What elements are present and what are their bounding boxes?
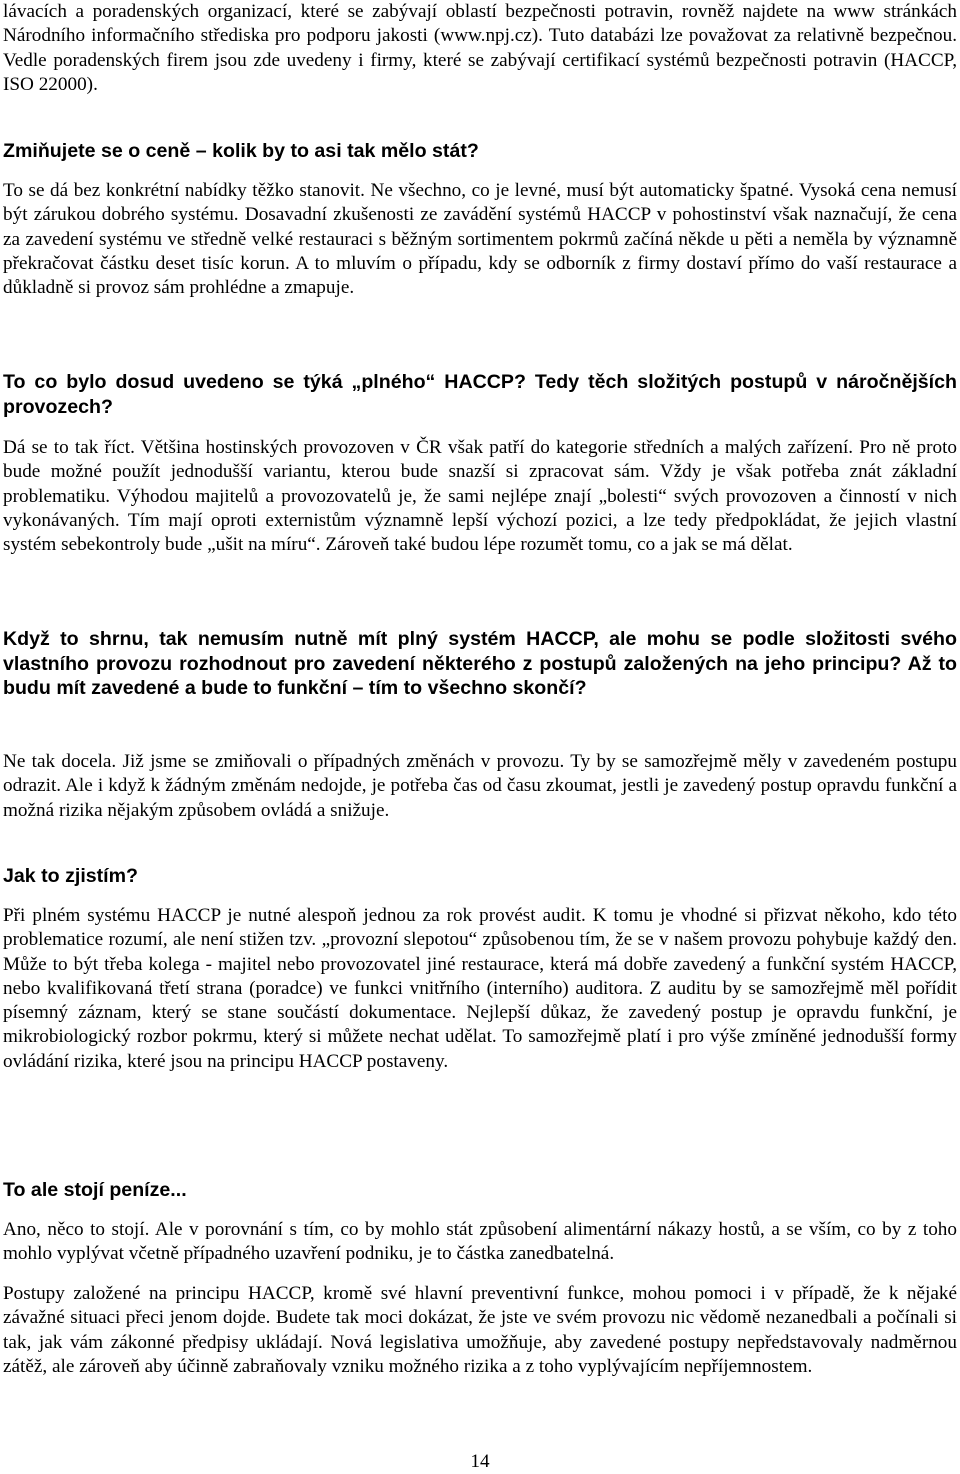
question-price: Zmiňujete se o ceně – kolik by to asi tak mělo stát? xyxy=(3,140,479,162)
question-check: Jak to zjistím? xyxy=(3,865,139,887)
question-money: To ale stojí peníze... xyxy=(3,1179,187,1201)
paragraph-intro xyxy=(3,0,957,97)
question-summary: Když to shrnu, tak nemusím nutně mít plný systém HACCP, ale mohu se podle složitosti svého vlastního provozu rozhodnout pro zavedení některého z postupů založených na jeho principu? Až to budu mít zavedené a bude to funkční – tím to všechno skončí? xyxy=(3,628,957,700)
answer-summary: Ne tak docela. Již jsme se zmiňovali o případných změnách v provozu. Ty by se samozřejmě měly v zavedeném postupu odrazit. Ale i když k žádným změnám nedojde, je potřeba čas od času zkoumat, jestli je zavedený postup opravdu funkční a možná rizika nějakým způsobem ovládá a snižuje. xyxy=(3,751,957,821)
page-number: 14 xyxy=(470,1451,490,1472)
answer-check: Při plném systému HACCP je nutné alespoň jednou za rok provést audit. K tomu je vhodné si přizvat někoho, kdo této problematice rozumí, ale není stižen tzv. „provozní slepotou“ způsobenou tím, že se v našem provozu pohybuje každý den. Může to být třeba kolega - majitel nebo provozovatel jiné restaurace, která má dobře zavedený a funkční systém HACCP, nebo kvalifikovaná třetí strana (poradce) ve funkci vnitřního (interního) auditora. Z auditu by se samozřejmě měl pořídit písemný záznam, který se stane součástí dokumentace. Nejlepší důkaz, že zavedený postup je opravdu funkční, je mikrobiologický rozbor pokrmu, který si můžete nechat udělat. To samozřejmě platí i pro výše zmíněné jednodušší formy ovládání rizika, které jsou na principu HACCP postaveny. xyxy=(3,905,957,1072)
answer-full-haccp: Dá se to tak říct. Většina hostinských provozoven v ČR však patří do kategorie středních a malých zařízení. Pro ně proto bude možné použít jednodušší variantu, kterou bude snazší si zpracovat sám. Vždy je však potřeba znát základní problematiku. Výhodou majitelů a provozovatelů je, že sami nejlépe znají „bolesti“ svých provozoven a činností v nich vykonávaných. Tím mají oproti externistům významně lepší výchozí pozici, a lze tedy předpokládat, že jejich vlastní systém sebekontroly bude „ušit na míru“. Zároveň také budou lépe rozumět tomu, co a jak se má dělat. xyxy=(3,437,957,556)
npj-link[interactable]: www.npj.cz xyxy=(440,25,532,47)
question-full-haccp: To co bylo dosud uvedeno se týká „plného“ HACCP? Tedy těch složitých postupů v náročnějších provozech? xyxy=(3,371,957,418)
answer-money-1: Ano, něco to stojí. Ale v porovnání s tím, co by mohlo stát způsobení alimentární nákazy hostů, a se vším, co by z toho mohlo vyplývat včetně případného uzavření podniku, je to částka zanedbatelná. xyxy=(3,1219,957,1265)
document-page xyxy=(3,0,957,1474)
intro-text-after: ). Tuto databázi lze považovat za relativně bezpečnou. Vedle poradenských firem jsou zde uvedeny i firmy, které se zabývají certifikací systémů bezpečnosti potravin (HACCP, ISO 22000). xyxy=(3,25,958,95)
intro-text-before: lávacích a poradenských organizací, které se zabývají oblastí bezpečnosti potravin, rovněž najdete na www stránkách Národního informačního střediska pro podporu jakosti ( xyxy=(3,1,957,47)
answer-price: To se dá bez konkrétní nabídky těžko stanovit. Ne všechno, co je levné, musí být automaticky špatné. Vysoká cena nemusí být zárukou dobrého systému. Dosavadní zkušenosti ze zavádění systémů HACCP v pohostinství však naznačují, že cena za zavedení systému ve středně velké restauraci s běžným sortimentem pokrmů začíná někde u pěti a neměla by významně překračovat částku deset tisíc korun. A to mluvím o případu, kdy se odborník z firmy dostaví přímo do vaší restaurace a důkladně si provoz sám prohlédne a zmapuje. xyxy=(3,180,957,299)
answer-money-2: Postupy založené na principu HACCP, kromě své hlavní preventivní funkce, mohou pomoci i v případě, že k nějaké závažné situaci přeci jenom dojde. Budete tak moci dokázat, že jste ve svém provozu nic vědomě nezanedbali a počínali si tak, jak vám zákonné předpisy ukládají. Nová legislativa umožňuje, aby zavedené postupy nepředstavovaly nadměrnou zátěž, ale zároveň aby účinně zabraňovaly vzniku možného rizika a z toho vyplývajícím nepříjemnostem. xyxy=(3,1283,957,1377)
